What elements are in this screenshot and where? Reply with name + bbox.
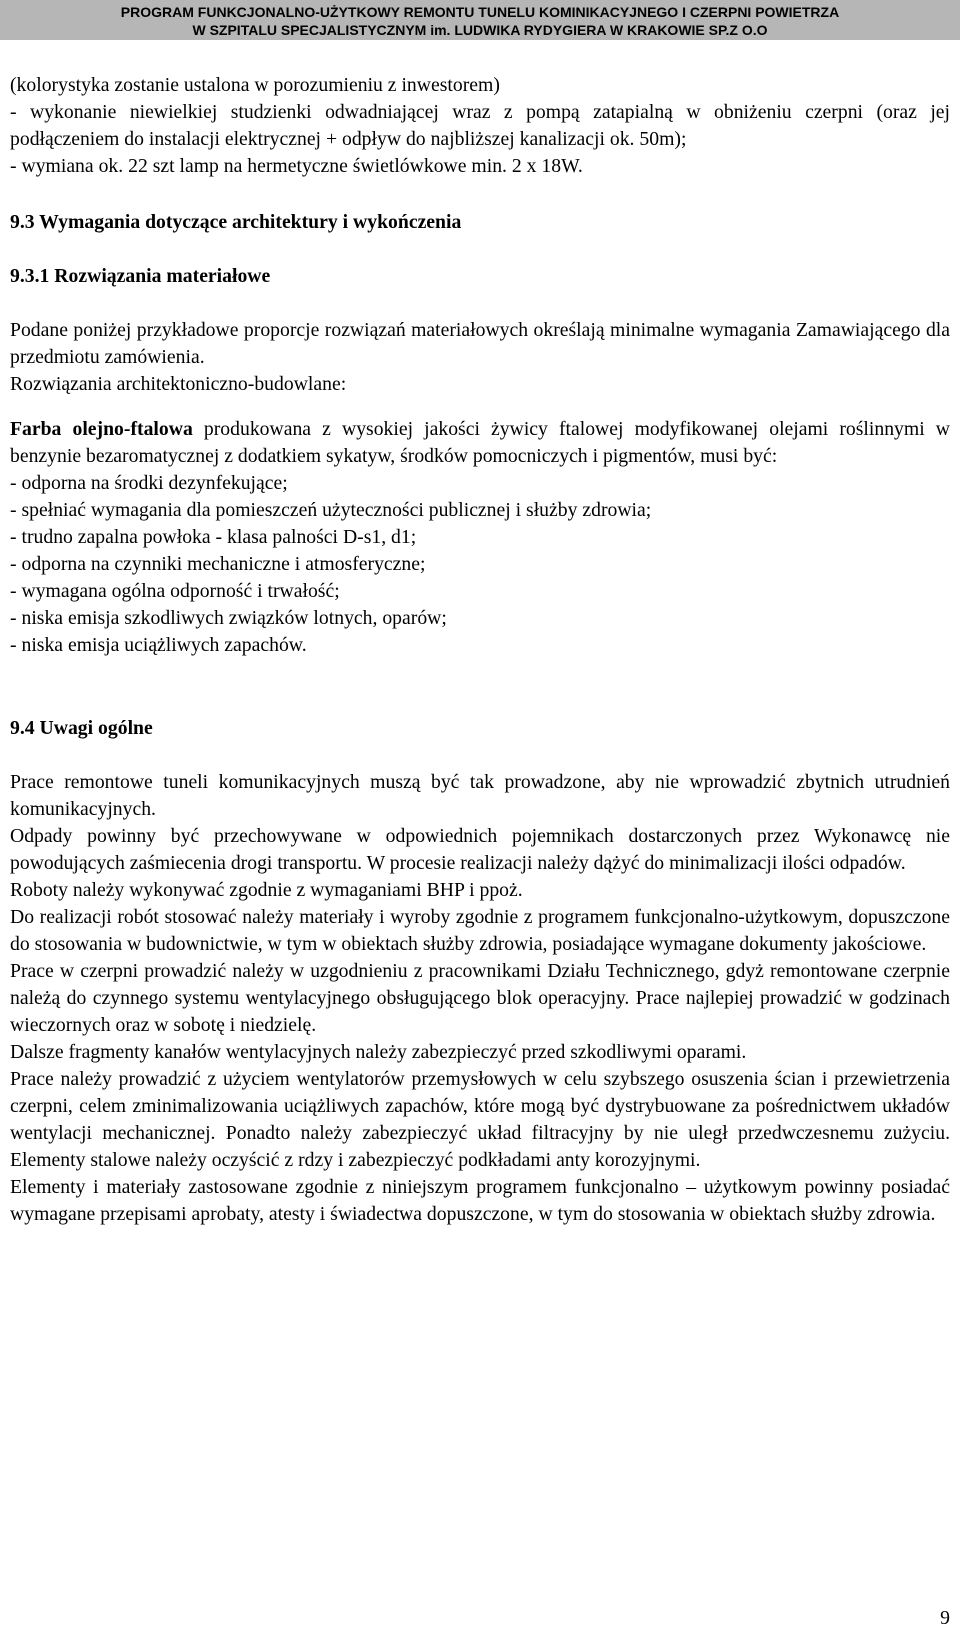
general-paragraph: Elementy i materiały zastosowane zgodnie z niniejszym programem funkcjonalno – użytkowym powinny posiadać wymagane przepisami aprobaty, atesty i świadectwa dopuszczone, w tym do stosowania w obiektach służby zdrowia. xyxy=(10,1176,950,1225)
section-9-3-1-heading: 9.3.1 Rozwiązania materiałowe xyxy=(10,265,271,287)
list-item: - wymagana ogólna odporność i trwałość; xyxy=(10,580,340,602)
document-body xyxy=(0,72,960,1228)
general-paragraph: Do realizacji robót stosować należy materiały i wyroby zgodnie z programem funkcjonalno-użytkowym, dopuszczone do stosowania w budownictwie, w tym w obiektach służby zdrowia, posiadające wymagane dokumenty jakościowe. xyxy=(10,906,950,955)
intro-line-2: - wykonanie niewielkiej studzienki odwadniającej wraz z pompą zatapialną w obniżeniu czerpni (oraz jej podłączeniem do instalacji elektrycznej + odpływ do najbliższej kanalizacji ok. 50m); xyxy=(10,101,950,150)
list-item: - odporna na środki dezynfekujące; xyxy=(10,472,288,494)
general-paragraph: Prace w czerpni prowadzić należy w uzgodnieniu z pracownikami Działu Technicznego, gdyż remontowane czerpnie należą do czynnego systemu wentylacyjnego obsługującego blok operacyjny. Prace najlepiej prowadzić w godzinach wieczornych oraz w sobotę i niedzielę. xyxy=(10,960,950,1036)
general-paragraph: Prace należy prowadzić z użyciem wentylatorów przemysłowych w celu szybszego osuszenia ścian i przewietrzenia czerpni, celem zminimalizowania uciążliwych zapachów, które mogą być dystrybuowane za pośrednictwem układów wentylacji mechanicznej. Ponadto należy zabezpieczyć układ filtracyjny by nie uległ przedwczesnemu zużyciu. Elementy stalowe należy oczyścić z rdzy i zabezpieczyć podkładami anty korozyjnymi. xyxy=(10,1068,950,1171)
general-paragraph: Odpady powinny być przechowywane w odpowiednich pojemnikach dostarczonych przez Wykonawcę nie powodujących zaśmiecenia drogi transportu. W procesie realizacji należy dążyć do minimalizacji ilości odpadów. xyxy=(10,825,950,874)
section-9-4-heading: 9.4 Uwagi ogólne xyxy=(10,717,153,739)
section-9-3-heading: 9.3 Wymagania dotyczące architektury i wykończenia xyxy=(10,211,462,233)
list-item: - odporna na czynniki mechaniczne i atmosferyczne; xyxy=(10,553,426,575)
intro-line-1: (kolorystyka zostanie ustalona w porozumieniu z inwestorem) xyxy=(10,74,500,96)
materials-paragraph: Podane poniżej przykładowe proporcje rozwiązań materiałowych określają minimalne wymagania Zamawiającego dla przedmiotu zamówienia. xyxy=(10,319,950,368)
header-line-1: PROGRAM FUNKCJONALNO-UŻYTKOWY REMONTU TUNELU KOMINIKACYJNEGO I CZERPNI POWIETRZA xyxy=(120,4,840,20)
paint-name: Farba olejno-ftalowa xyxy=(10,418,193,440)
header-line-2: W SZPITALU SPECJALISTYCZNYM im. LUDWIKA RYDYGIERA W KRAKOWIE SP.Z O.O xyxy=(192,22,768,38)
list-item: - niska emisja uciążliwych zapachów. xyxy=(10,634,307,656)
page-number: 9 xyxy=(940,1607,950,1629)
list-item: - trudno zapalna powłoka - klasa palności D-s1, d1; xyxy=(10,526,417,548)
list-item: - spełniać wymagania dla pomieszczeń użyteczności publicznej i służby zdrowia; xyxy=(10,499,652,521)
general-paragraph: Roboty należy wykonywać zgodnie z wymaganiami BHP i ppoż. xyxy=(10,879,523,901)
paint-paragraph xyxy=(10,416,950,470)
paint-requirements-list xyxy=(10,470,950,659)
document-header xyxy=(0,0,960,40)
general-paragraph: Prace remontowe tuneli komunikacyjnych muszą być tak prowadzone, aby nie wprowadzić zbytnich utrudnień komunikacyjnych. xyxy=(10,771,950,820)
intro-line-3: - wymiana ok. 22 szt lamp na hermetyczne świetlówkowe min. 2 x 18W. xyxy=(10,155,583,177)
list-item: - niska emisja szkodliwych związków lotnych, oparów; xyxy=(10,607,447,629)
architecture-paragraph: Rozwiązania architektoniczno-budowlane: xyxy=(10,373,347,395)
general-paragraph: Dalsze fragmenty kanałów wentylacyjnych należy zabezpieczyć przed szkodliwymi oparami. xyxy=(10,1041,747,1063)
paint-description: produkowana z wysokiej jakości żywicy ftalowej modyfikowanej olejami roślinnymi w benzynie bezaromatycznej z dodatkiem sykatyw, środków pomocniczych i pigmentów, musi być: xyxy=(10,418,950,467)
